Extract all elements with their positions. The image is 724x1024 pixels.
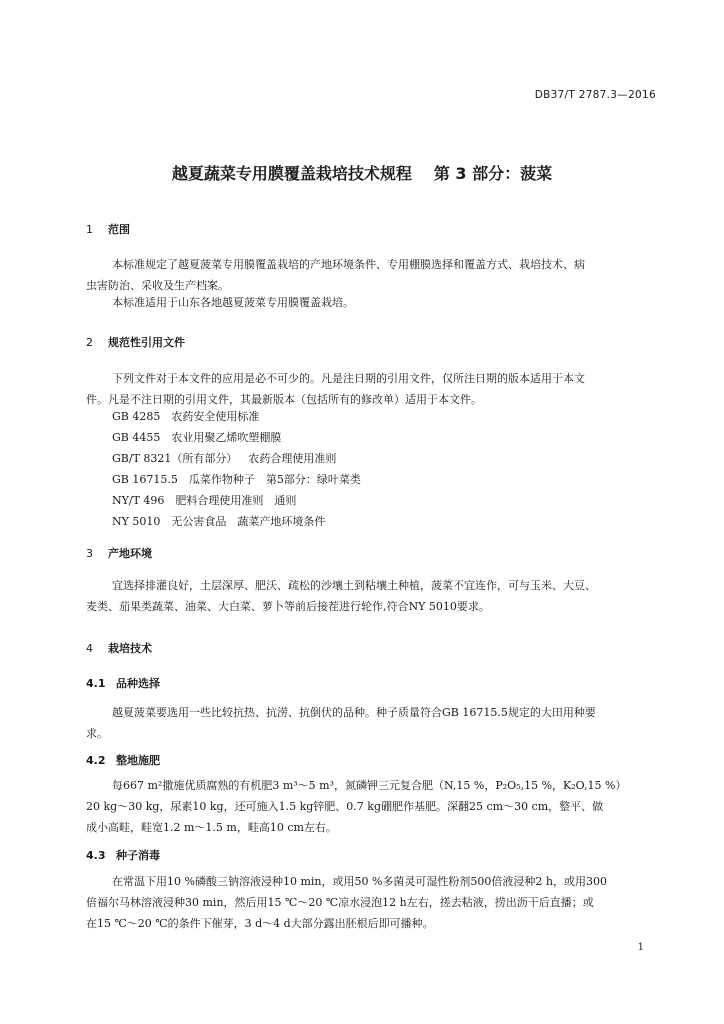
paragraph	[86, 871, 658, 934]
text-line: 越夏菠菜要选用一些比较抗热、抗涝、抗倒伏的品种。种子质量符合GB 16715.5规定的大田用种要	[112, 706, 596, 719]
reference-name: 农药合理使用准则	[248, 452, 337, 465]
text-line: 在常温下用10 %磷酸三钠溶液浸种10 min，或用50 %多菌灵可湿性粉剂500倍液浸种2 h，或用300	[112, 875, 607, 888]
subsection-heading	[86, 675, 160, 691]
title-part: 第 3 部分：菠菜	[433, 164, 553, 183]
reference-item	[112, 408, 259, 424]
text-line: 本标准适用于山东各地越夏菠菜专用膜覆盖栽培。	[112, 296, 354, 309]
section-number: 4	[86, 642, 93, 655]
section-title: 规范性引用文件	[108, 336, 185, 349]
reference-name: 无公害食品 蔬菜产地环境条件	[171, 515, 326, 528]
subsection-number: 4.2	[86, 754, 106, 767]
text-line: 本标准规定了越夏菠菜专用膜覆盖栽培的产地环境条件、专用棚膜选择和覆盖方式、栽培技术、病	[112, 258, 585, 271]
reference-code: NY/T 496	[112, 494, 165, 507]
text-line: 20 kg～30 kg，尿素10 kg，还可施入1.5 kg锌肥、0.7 kg硼肥作基肥。深翻25 cm～30 cm，整平、做	[86, 800, 604, 813]
reference-item	[112, 429, 281, 445]
subsection-heading	[86, 752, 160, 768]
reference-item	[112, 492, 296, 508]
reference-item	[112, 471, 361, 487]
section-heading	[86, 221, 130, 237]
reference-code: GB 4455	[112, 431, 161, 444]
text-line: 麦类、茄果类蔬菜、油菜、大白菜、萝卜等前后接茬进行轮作,符合NY 5010要求。	[86, 600, 490, 613]
text-line: 下列文件对于本文件的应用是必不可少的。凡是注日期的引用文件，仅所注日期的版本适用于本文	[112, 372, 585, 385]
section-title: 范围	[108, 223, 130, 236]
standard-code: DB37/T 2787.3—2016	[534, 89, 656, 101]
section-number: 2	[86, 336, 93, 349]
subsection-number: 4.1	[86, 677, 106, 690]
paragraph	[86, 368, 658, 410]
reference-name: 农药安全使用标准	[171, 410, 260, 423]
section-number: 3	[86, 547, 93, 560]
paragraph	[86, 775, 658, 838]
text-line: 倍福尔马林溶液浸种30 min，然后用15 ℃～20 ℃凉水浸泡12 h左右，搓去粘液，捞出沥干后直播；或	[86, 896, 594, 909]
reference-code: GB/T 8321（所有部分）	[112, 452, 238, 465]
title-main: 越夏蔬菜专用膜覆盖栽培技术规程	[171, 164, 412, 183]
section-heading	[86, 334, 185, 350]
text-line: 宜选择排灌良好，土层深厚、肥沃、疏松的沙壤土到粘壤土种植，菠菜不宜连作，可与玉米、大豆、	[112, 579, 596, 592]
reference-item	[112, 450, 336, 466]
section-number: 1	[86, 223, 93, 236]
subsection-title: 种子消毒	[116, 849, 160, 862]
paragraph	[86, 702, 658, 744]
text-line: 虫害防治、采收及生产档案。	[86, 279, 229, 292]
subsection-title: 整地施肥	[116, 754, 160, 767]
reference-name: 肥料合理使用准则 通则	[175, 494, 297, 507]
reference-item	[112, 513, 325, 529]
text-line: 求。	[86, 727, 108, 740]
section-title: 栽培技术	[108, 642, 152, 655]
paragraph	[86, 292, 658, 313]
subsection-title: 品种选择	[116, 677, 160, 690]
reference-code: NY 5010	[112, 515, 161, 528]
reference-code: GB 4285	[112, 410, 161, 423]
text-line: 件。凡是不注日期的引用文件，其最新版本（包括所有的修改单）适用于本文件。	[86, 393, 482, 406]
section-title: 产地环境	[108, 547, 152, 560]
text-line: 在15 ℃～20 ℃的条件下催芽，3 d～4 d大部分露出胚根后即可播种。	[86, 917, 434, 930]
reference-code: GB 16715.5	[112, 473, 178, 486]
reference-name: 农业用聚乙烯吹塑棚膜	[171, 431, 282, 444]
paragraph	[86, 254, 658, 296]
reference-name: 瓜菜作物种子 第5部分：绿叶菜类	[188, 473, 361, 486]
paragraph	[86, 575, 658, 617]
subsection-number: 4.3	[86, 849, 106, 862]
section-heading	[86, 640, 152, 656]
document-title	[0, 161, 724, 184]
subsection-heading	[86, 847, 160, 863]
page-number: 1	[637, 942, 644, 953]
text-line: 每667 m²撒施优质腐熟的有机肥3 m³～5 m³，氮磷钾三元复合肥（N,15 %，P₂O₅,15 %，K₂O,15 %）	[112, 779, 627, 792]
section-heading	[86, 545, 152, 561]
text-line: 成小高畦，畦宽1.2 m～1.5 m，畦高10 cm左右。	[86, 821, 337, 834]
